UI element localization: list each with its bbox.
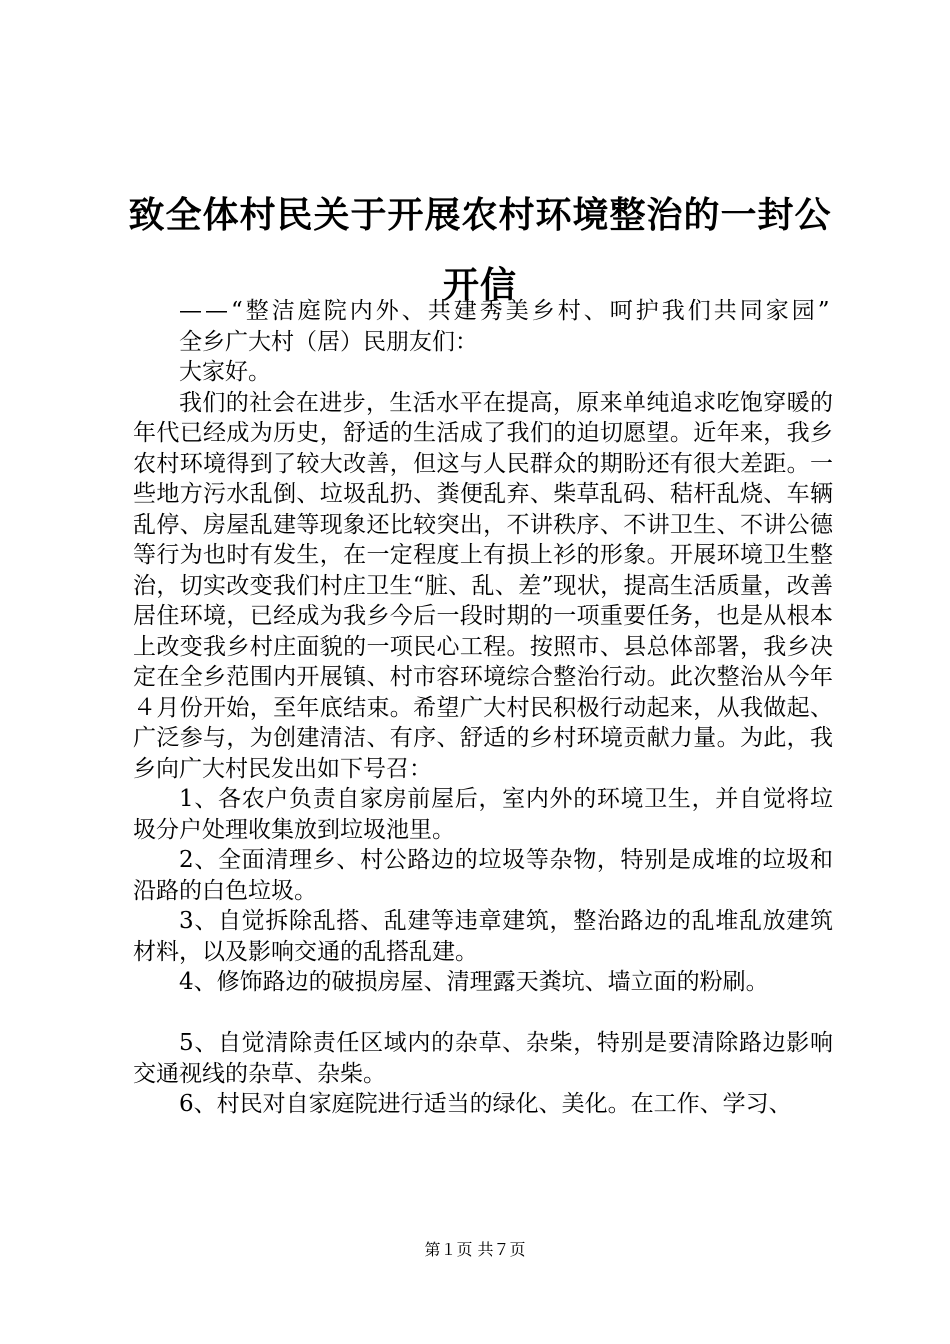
document-body: [133, 296, 833, 1120]
page-footer: 第１页 共７页: [424, 1240, 526, 1259]
list-item: 2、全面清理乡、村公路边的垃圾等杂物，特别是成堆的垃圾和沿路的白色垃圾。: [133, 847, 833, 904]
document-subtitle: ——“整洁庭院内外、共建秀美乡村、呵护我们共同家园”: [179, 298, 833, 324]
list-item: 4、修饰路边的破损房屋、清理露天粪坑、墙立面的粉刷。: [179, 969, 769, 995]
document-title: 致全体村民关于开展农村环境整治的一封公开信: [128, 194, 832, 306]
blank-line: [133, 998, 833, 1029]
list-item: 1、各农户负责自家房前屋后，室内外的环境卫生，并自觉将垃圾分户处理收集放到垃圾池里。: [133, 786, 833, 843]
greeting: 大家好。: [179, 359, 271, 385]
list-item: 5、自觉清除责任区域内的杂草、杂柴，特别是要清除路边影响交通视线的杂草、杂柴。: [133, 1030, 833, 1087]
list-item: 3、自觉拆除乱搭、乱建等违章建筑，整治路边的乱堆乱放建筑材料，以及影响交通的乱搭乱建。: [133, 908, 833, 965]
intro-paragraph: 我们的社会在进步，生活水平在提高，原来单纯追求吃饱穿暖的年代已经成为历史，舒适的生活成了我们的迫切愿望。近年来，我乡农村环境得到了较大改善，但这与人民群众的期盼还有很大差距。一些地方污水乱倒、垃圾乱扔、粪便乱弃、柴草乱码、秸杆乱烧、车辆乱停、房屋乱建等现象还比较突出，不讲秩序、不讲卫生、不讲公德等行为也时有发生，在一定程度上有损上衫的形象。开展环境卫生整治，切实改变我们村庄卫生“脏、乱、差”现状，提高生活质量，改善居住环境，已经成为我乡今后一段时期的一项重要任务，也是从根本上改变我乡村庄面貌的一项民心工程。按照市、县总体部署，我乡决定在全乡范围内开展镇、村市容环境综合整治行动。此次整治从今年４月份开始，至年底结束。希望广大村民积极行动起来，从我做起、广泛参与，为创建清洁、有序、舒适的乡村环境贡献力量。为此，我乡向广大村民发出如下号召：: [133, 389, 833, 782]
salutation: 全乡广大村（居）民朋友们：: [179, 328, 478, 355]
list-item: 6、村民对自家庭院进行适当的绿化、美化。在工作、学习、: [179, 1091, 792, 1117]
